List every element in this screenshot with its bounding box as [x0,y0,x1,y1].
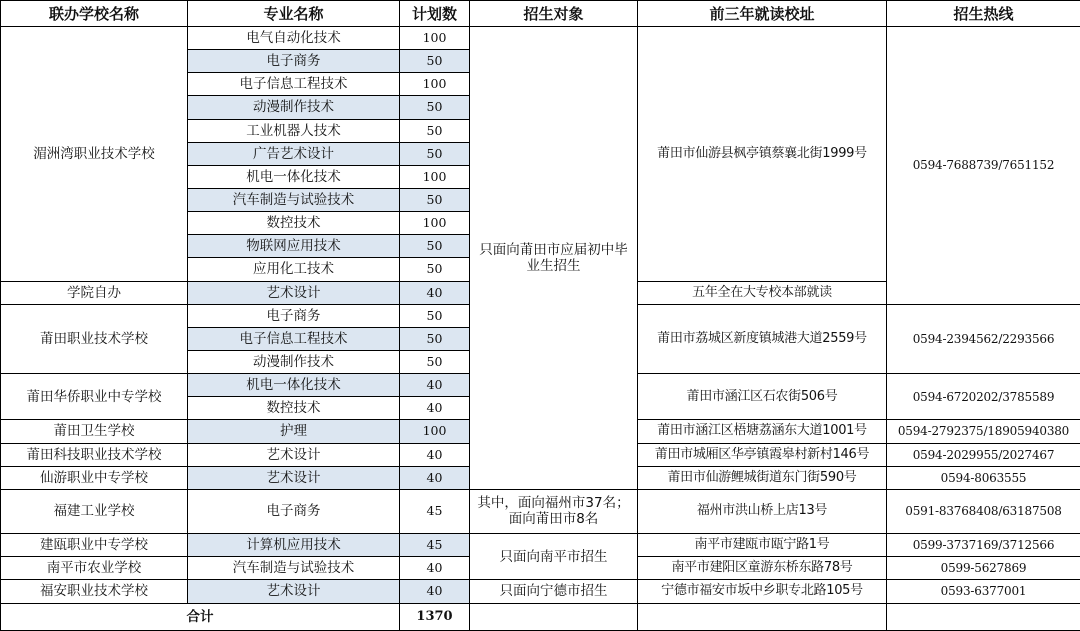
campus-address: 南平市建阳区童游东桥东路78号 [638,557,887,580]
target-fuzhou [470,489,638,533]
major-name: 电子商务 [188,489,400,533]
plan-count: 40 [400,443,470,466]
major-name: 动漫制作技术 [188,350,400,373]
major-name: 汽车制造与试验技术 [188,188,400,211]
target-line: 面向莆田市8名 [508,511,599,528]
plan-count: 50 [400,142,470,165]
campus-address: 莆田市荔城区新度镇城港大道2559号 [638,304,887,373]
plan-count: 50 [400,304,470,327]
plan-count: 40 [400,580,470,603]
school-name: 学院自办 [1,281,188,304]
plan-count: 100 [400,165,470,188]
plan-count: 40 [400,466,470,489]
major-name: 护理 [188,420,400,443]
plan-count: 40 [400,281,470,304]
plan-count: 100 [400,420,470,443]
major-name: 数控技术 [188,212,400,235]
plan-count: 45 [400,489,470,533]
school-name: 莆田科技职业技术学校 [1,443,188,466]
header-address: 前三年就读校址 [638,1,887,27]
plan-count: 50 [400,96,470,119]
plan-count: 50 [400,258,470,281]
header-major: 专业名称 [188,1,400,27]
hotline: 0594-2792375/18905940380 [887,420,1080,443]
plan-count: 40 [400,374,470,397]
plan-count: 100 [400,212,470,235]
major-name: 动漫制作技术 [188,96,400,119]
major-name: 机电一体化技术 [188,374,400,397]
plan-count: 50 [400,50,470,73]
school-name: 仙游职业中专学校 [1,466,188,489]
table-row [1,489,1080,533]
header-row [1,1,1080,27]
hotline: 0591-83768408/63187508 [887,489,1080,533]
plan-count: 100 [400,73,470,96]
total-label: 合计 [1,603,400,630]
major-name: 工业机器人技术 [188,119,400,142]
plan-count: 40 [400,557,470,580]
major-name: 计算机应用技术 [188,534,400,557]
empty-cell [470,603,638,630]
campus-address: 莆田市仙游县枫亭镇蔡襄北街1999号 [638,27,887,282]
target-line: 业生招生 [526,257,581,274]
school-name: 莆田职业技术学校 [1,304,188,373]
plan-count: 50 [400,235,470,258]
major-name: 艺术设计 [188,443,400,466]
hotline: 0599-3737169/3712566 [887,534,1080,557]
target-nanping: 只面向南平市招生 [470,534,638,580]
hotline: 0593-6377001 [887,580,1080,603]
header-school: 联办学校名称 [1,1,188,27]
hotline: 0594-6720202/3785589 [887,374,1080,420]
empty-cell [887,603,1080,630]
school-name: 南平市农业学校 [1,557,188,580]
hotline: 0594-2029955/2027467 [887,443,1080,466]
header-target: 招生对象 [470,1,638,27]
campus-address: 宁德市福安市坂中乡职专北路105号 [638,580,887,603]
campus-address: 莆田市仙游鲤城街道东门街590号 [638,466,887,489]
target-putian [470,27,638,490]
campus-address: 莆田市城厢区华亭镇霞皋村新村146号 [638,443,887,466]
campus-address: 莆田市涵江区石农街506号 [638,374,887,420]
plan-count: 50 [400,327,470,350]
empty-cell [638,603,887,630]
major-name: 汽车制造与试验技术 [188,557,400,580]
campus-address: 莆田市涵江区梧塘荔涵东大道1001号 [638,420,887,443]
major-name: 数控技术 [188,397,400,420]
total-row [1,603,1080,630]
major-name: 电子信息工程技术 [188,73,400,96]
school-name: 福建工业学校 [1,489,188,533]
target-line: 只面向莆田市应届初中毕 [479,241,628,258]
major-name: 电子信息工程技术 [188,327,400,350]
plan-count: 40 [400,397,470,420]
school-name: 福安职业技术学校 [1,580,188,603]
campus-address: 福州市洪山桥上店13号 [638,489,887,533]
table-row [1,27,1080,50]
total-count: 1370 [400,603,470,630]
table-row [1,534,1080,557]
school-name: 莆田华侨职业中专学校 [1,374,188,420]
major-name: 电子商务 [188,50,400,73]
hotline: 0594-2394562/2293566 [887,304,1080,373]
plan-count: 45 [400,534,470,557]
major-name: 机电一体化技术 [188,165,400,188]
hotline: 0594-8063555 [887,466,1080,489]
plan-count: 50 [400,119,470,142]
major-name: 广告艺术设计 [188,142,400,165]
plan-count: 100 [400,27,470,50]
target-ningde: 只面向宁德市招生 [470,580,638,603]
school-name: 湄洲湾职业技术学校 [1,27,188,282]
major-name: 艺术设计 [188,281,400,304]
school-name: 莆田卫生学校 [1,420,188,443]
hotline: 0594-7688739/7651152 [887,27,1080,305]
plan-count: 50 [400,350,470,373]
hotline: 0599-5627869 [887,557,1080,580]
major-name: 电子商务 [188,304,400,327]
table-row [1,580,1080,603]
campus-address: 南平市建瓯市瓯宁路1号 [638,534,887,557]
major-name: 电气自动化技术 [188,27,400,50]
major-name: 艺术设计 [188,580,400,603]
major-name: 艺术设计 [188,466,400,489]
major-name: 物联网应用技术 [188,235,400,258]
target-line: 其中，面向福州市37名； [477,495,630,512]
plan-count: 50 [400,188,470,211]
header-count: 计划数 [400,1,470,27]
header-hotline: 招生热线 [887,1,1080,27]
major-name: 应用化工技术 [188,258,400,281]
school-name: 建瓯职业中专学校 [1,534,188,557]
campus-address: 五年全在大专校本部就读 [638,281,887,304]
